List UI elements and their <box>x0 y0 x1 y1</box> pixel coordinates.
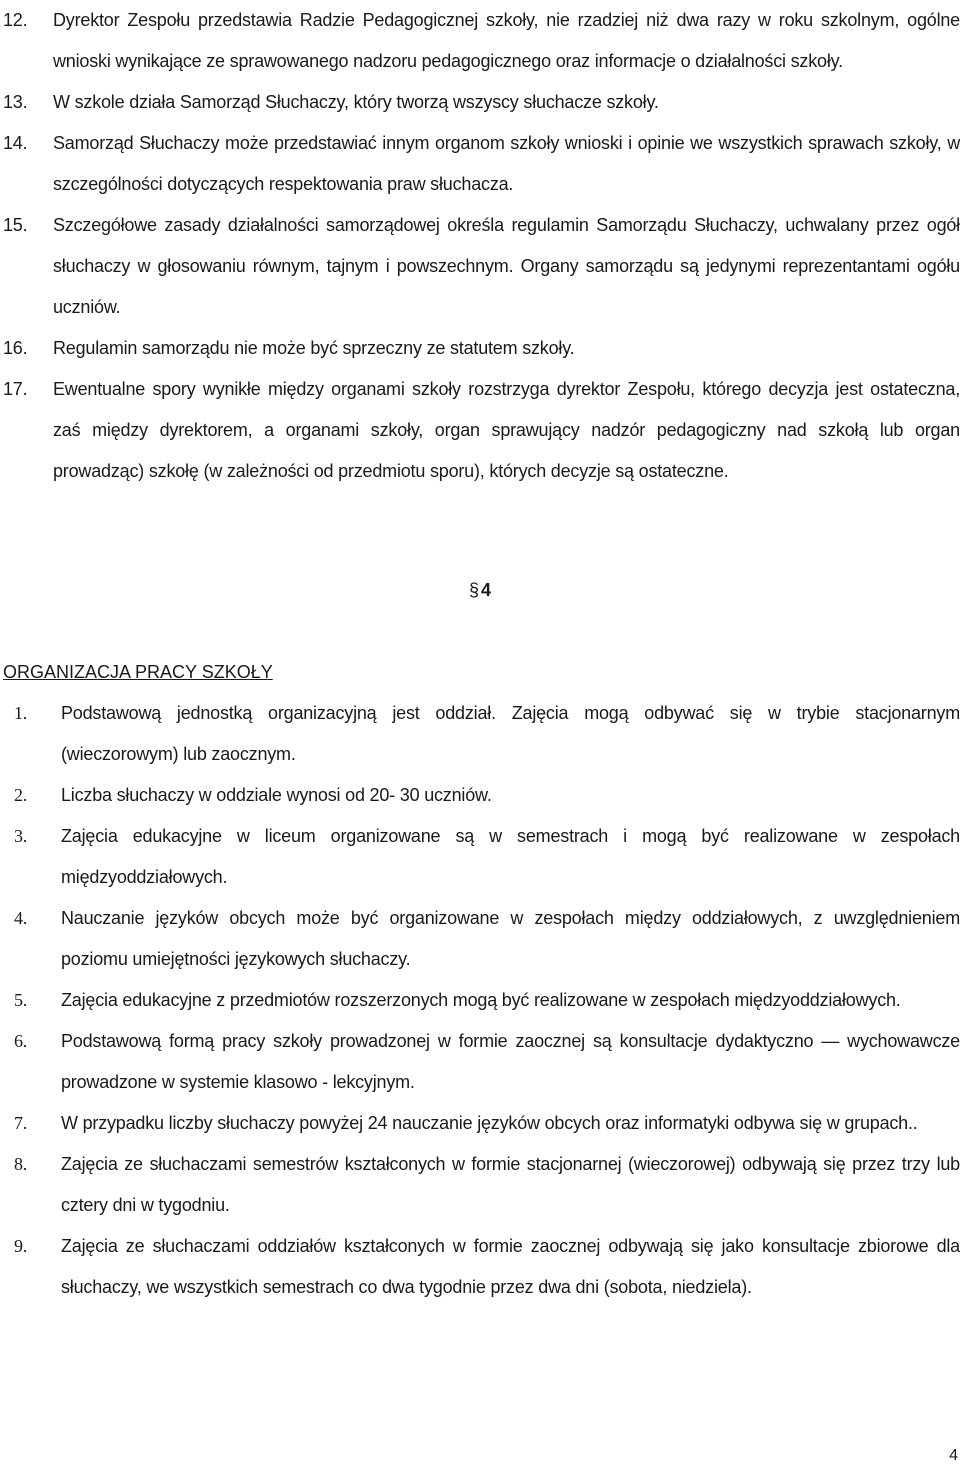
paragraph-text: Ewentualne spory wynikłe między organami szkoły rozstrzyga dyrektor Zespołu, którego decyzja jest ostateczna, zaś między dyrektorem, a organami szkoły, organ sprawujący nadzór pedagogiczny nad szkołą lub organ prowadząc) szkołę (w zależności od przedmiotu sporu), których decyzje są ostateczne. <box>53 379 960 481</box>
list-item-number: 9. <box>14 1236 28 1256</box>
paragraph-item <box>0 0 960 82</box>
list-item <box>0 1144 960 1226</box>
list-item <box>0 693 960 775</box>
paragraph-number: 17. <box>3 379 28 399</box>
list-item <box>0 898 960 980</box>
paragraph-text: Regulamin samorządu nie może być sprzeczny ze statutem szkoły. <box>53 338 575 358</box>
list-item-number: 5. <box>14 990 28 1010</box>
list-item <box>0 775 960 816</box>
paragraph-number: 14. <box>3 133 28 153</box>
paragraph-item <box>0 205 960 328</box>
paragraph-number: 12. <box>3 10 28 30</box>
paragraph-list <box>0 0 960 492</box>
list-item-number: 3. <box>14 826 28 846</box>
list-item-text: Zajęcia edukacyjne w liceum organizowane są w semestrach i mogą być realizowane w zespołach międzyoddziałowych. <box>61 826 960 887</box>
list-item-number: 8. <box>14 1154 28 1174</box>
paragraph-number: 16. <box>3 338 28 358</box>
paragraph-item <box>0 328 960 369</box>
paragraph-text: Dyrektor Zespołu przedstawia Radzie Pedagogicznej szkoły, nie rzadziej niż dwa razy w roku szkolnym, ogólne wnioski wynikające ze sprawowanego nadzoru pedagogicznego oraz informacje o działalności szkoły. <box>53 10 960 71</box>
list-item <box>0 816 960 898</box>
list-item <box>0 980 960 1021</box>
page-number: 4 <box>949 1447 958 1464</box>
list-item <box>0 1021 960 1103</box>
list-item-number: 7. <box>14 1113 28 1133</box>
list-item-text: Liczba słuchaczy w oddziale wynosi od 20- 30 uczniów. <box>61 785 492 805</box>
paragraph-text: W szkole działa Samorząd Słuchaczy, który tworzą wszyscy słuchacze szkoły. <box>53 92 659 112</box>
paragraph-item <box>0 82 960 123</box>
list-item-number: 4. <box>14 908 28 928</box>
paragraph-number: 15. <box>3 215 28 235</box>
section-symbol: § <box>468 580 479 600</box>
section-heading <box>0 570 960 611</box>
section-title: ORGANIZACJA PRACY SZKOŁY <box>3 662 273 682</box>
list-item-text: Nauczanie języków obcych może być organizowane w zespołach między oddziałowych, z uwzględnieniem poziomu umiejętności językowych słuchaczy. <box>61 908 960 969</box>
paragraph-text: Szczegółowe zasady działalności samorządowej określa regulamin Samorządu Słuchaczy, uchwalany przez ogół słuchaczy w głosowaniu równym, tajnym i powszechnym. Organy samorządu są jedynymi reprezentantami ogółu uczniów. <box>53 215 960 317</box>
paragraph-text: Samorząd Słuchaczy może przedstawiać innym organom szkoły wnioski i opinie we wszystkich sprawach szkoły, w szczególności dotyczących respektowania praw słuchacza. <box>53 133 960 194</box>
list-item-text: W przypadku liczby słuchaczy powyżej 24 nauczanie języków obcych oraz informatyki odbywa się w grupach.. <box>61 1113 918 1133</box>
list-item <box>0 1226 960 1308</box>
paragraph-item <box>0 369 960 492</box>
organization-list <box>0 693 960 1308</box>
list-item <box>0 1103 960 1144</box>
list-item-number: 2. <box>14 785 28 805</box>
list-item-text: Zajęcia ze słuchaczami semestrów kształconych w formie stacjonarnej (wieczorowej) odbywają się przez trzy lub cztery dni w tygodniu. <box>61 1154 960 1215</box>
list-item-text: Zajęcia edukacyjne z przedmiotów rozszerzonych mogą być realizowane w zespołach międzyoddziałowych. <box>61 990 901 1010</box>
list-item-text: Podstawową formą pracy szkoły prowadzonej w formie zaocznej są konsultacje dydaktyczno — wychowawcze prowadzone w systemie klasowo - lekcyjnym. <box>61 1031 960 1092</box>
paragraph-number: 13. <box>3 92 28 112</box>
list-item-text: Podstawową jednostką organizacyjną jest oddział. Zajęcia mogą odbywać się w trybie stacjonarnym (wieczorowym) lub zaocznym. <box>61 703 960 764</box>
paragraph-item <box>0 123 960 205</box>
list-item-text: Zajęcia ze słuchaczami oddziałów kształconych w formie zaocznej odbywają się jako konsultacje zbiorowe dla słuchaczy, we wszystkich semestrach co dwa tygodnie przez dwa dni (sobota, niedziela). <box>61 1236 960 1297</box>
section-number: 4 <box>481 580 492 600</box>
list-item-number: 1. <box>14 703 28 723</box>
list-item-number: 6. <box>14 1031 28 1051</box>
